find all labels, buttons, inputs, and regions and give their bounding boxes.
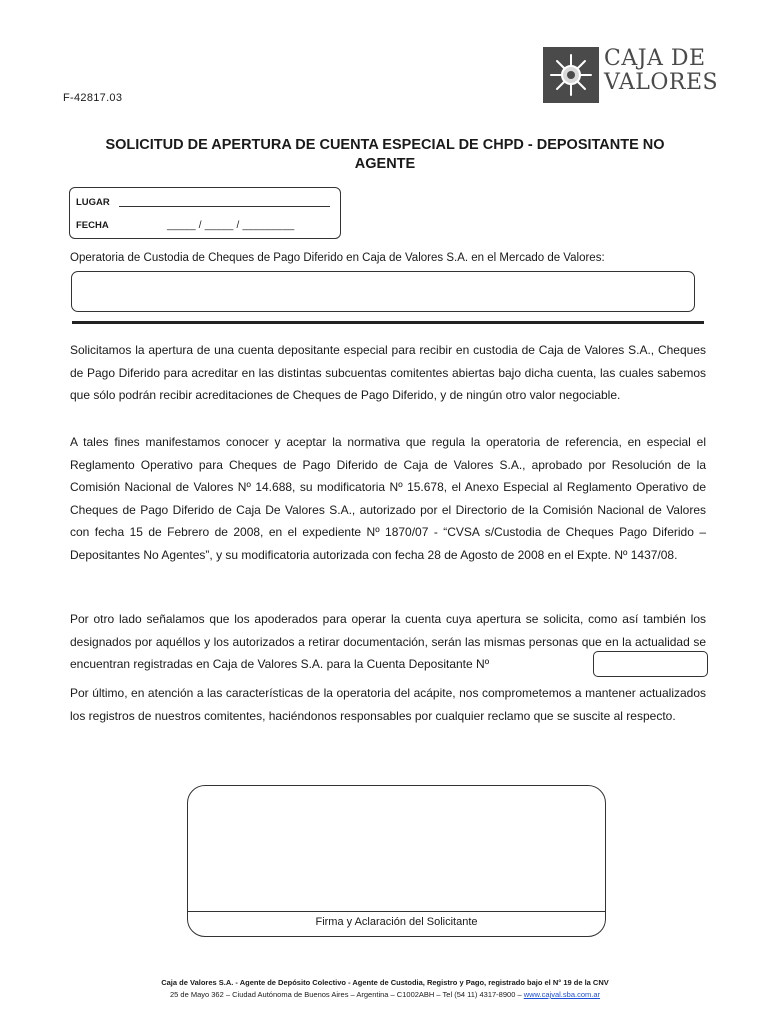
footer-address: 25 de Mayo 362 – Ciudad Autónoma de Buenos Aires – Argentina – C1002ABH – Tel (54 11) 4317-8900 –	[169, 990, 524, 999]
signature-divider	[188, 911, 605, 912]
footer-website-link[interactable]: www.cajval.sba.com.ar	[523, 990, 600, 999]
operatoria-field[interactable]	[71, 271, 695, 312]
date-label: FECHA	[76, 220, 109, 231]
logo-line-2: VALORES	[604, 70, 719, 95]
section-divider	[72, 321, 704, 324]
signature-label: Firma y Aclaración del Solicitante	[315, 916, 478, 928]
place-field[interactable]	[119, 206, 330, 207]
document-title	[70, 136, 700, 174]
paragraph-request: Solicitamos la apertura de una cuenta depositante especial para recibir en custodia de Caja de Valores S.A., Cheques de Pago Diferido para acreditar en las distintas subcuentas comitentes abiertas bajo dicha cuenta, las cuales sabemos que sólo podrán recibir acreditaciones de Cheques de Pago Diferido, y de ningún otro valor negociable.	[70, 343, 706, 402]
logo-wordmark	[604, 47, 724, 95]
paragraph-representatives-text: Por otro lado señalamos que los apoderados para operar la cuenta cuya apertura se solicita, como así también los designados por aquéllos y los autorizados a retirar documentación, serán las mismas personas que en la actualidad se encuentran registradas en Caja de Valores S.A. para la Cuenta Depositante Nº	[70, 612, 706, 671]
sun-emblem-icon	[543, 47, 599, 103]
footer-company-line: Caja de Valores S.A. - Agente de Depósito Colectivo - Agente de Custodia, Registro y Pago, registrado bajo el N° 19 de la CNV	[161, 978, 609, 987]
place-label: LUGAR	[76, 197, 110, 208]
signature-box[interactable]	[187, 785, 606, 937]
logo-emblem	[543, 47, 599, 103]
operatoria-label: Operatoria de Custodia de Cheques de Pago Diferido en Caja de Valores S.A. en el Mercado de Valores:	[70, 252, 605, 264]
logo-line-1: CAJA DE	[604, 46, 706, 71]
footer-address-line	[0, 990, 770, 999]
paragraph-regulation: A tales fines manifestamos conocer y aceptar la normativa que regula la operatoria de referencia, en especial el Reglamento Operativo para Cheques de Pago Diferido de Caja de Valores S.A., aprobado por Resolución de la Comisión Nacional de Valores Nº 14.688, su modificatoria Nº 15.678, el Anexo Especial al Reglamento Operativo de Cheques de Pago Diferido de Caja De Valores S.A., autorizado por el Directorio de la Comisión Nacional de Valores con fecha 15 de Febrero de 2008, en el expediente Nº 1870/07 - “CVSA s/Custodia de Cheques Pago Diferido – Depositantes No Agentes”, y su modificatoria autorizada con fecha 28 de Agosto de 2008 en el Expte. Nº 1437/08.	[70, 435, 706, 562]
date-field[interactable]: _____ / _____ / _________	[167, 220, 295, 231]
depositor-number-field[interactable]	[593, 651, 708, 677]
place-date-box	[69, 187, 341, 239]
paragraph-commitment: Por último, en atención a las características de la operatoria del acápite, nos comprometemos a mantener actualizados los registros de nuestros comitentes, haciéndonos responsables por cualquier reclamo que se suscite al respecto.	[70, 686, 706, 723]
title-line-2: AGENTE	[354, 156, 416, 172]
form-code: F-42817.03	[63, 92, 123, 104]
title-line-1: SOLICITUD DE APERTURA DE CUENTA ESPECIAL DE CHPD - DEPOSITANTE NO	[105, 137, 665, 153]
